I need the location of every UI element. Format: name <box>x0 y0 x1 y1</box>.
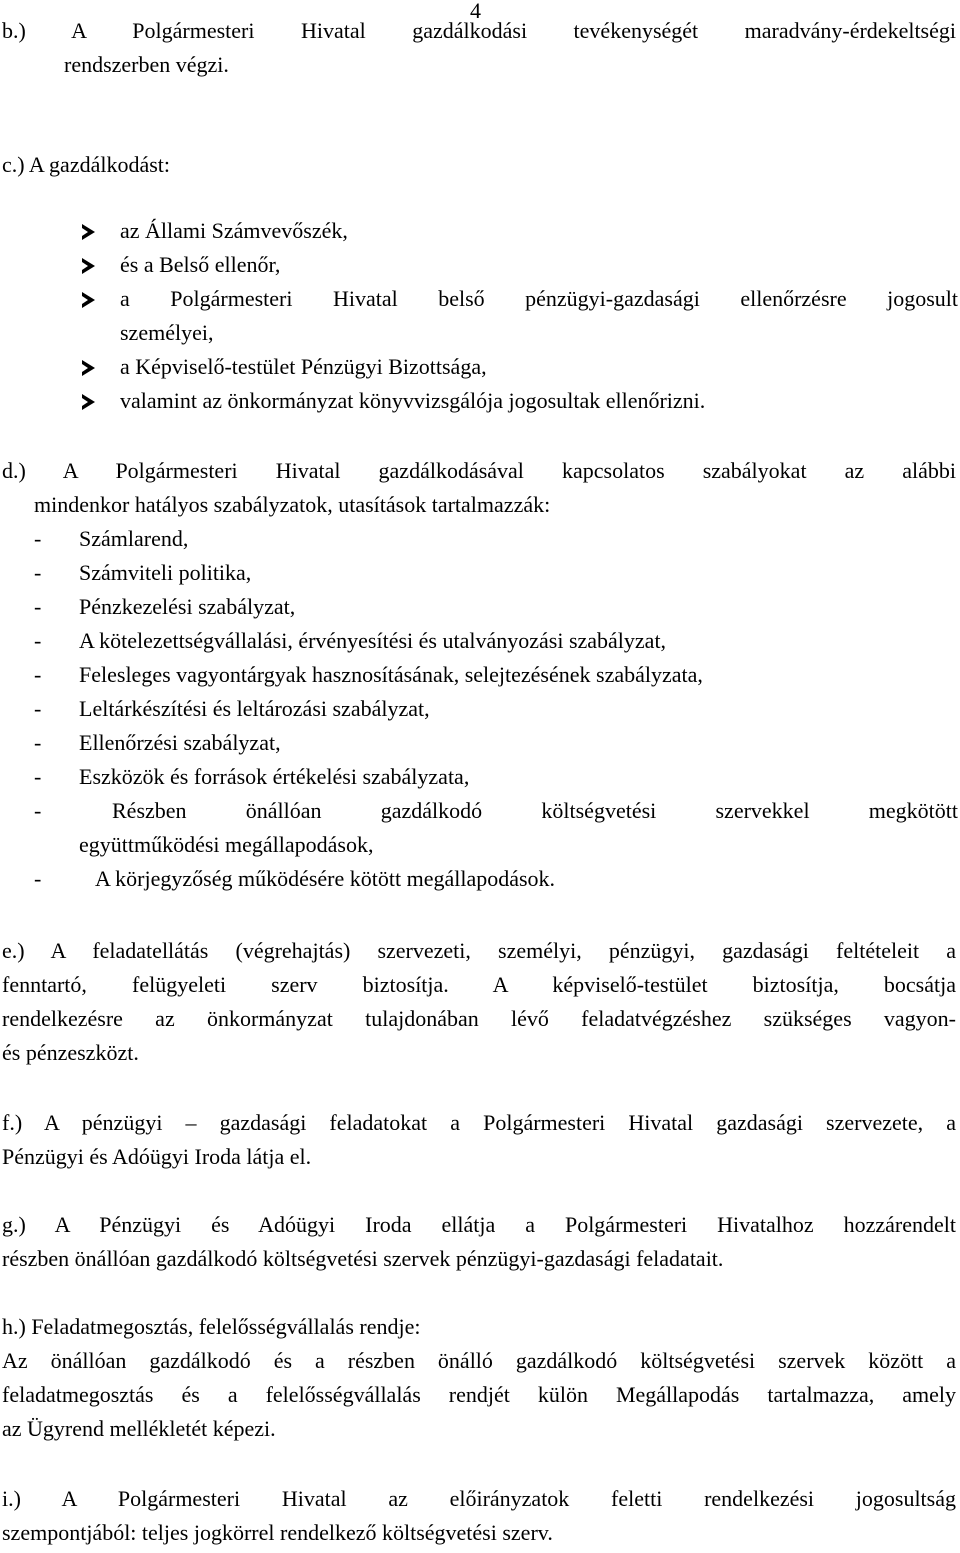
paragraph-f-line1: f.) A pénzügyi – gazdasági feladatokat a Polgármesteri Hivatal gazdasági szervezete, a <box>2 1110 956 1135</box>
dash-text: A körjegyzőség működésére kötött megállapodások. <box>95 866 556 891</box>
bullet-item <box>78 248 958 282</box>
dash-marker: - <box>34 594 42 619</box>
bullet-text-continuation: személyei, <box>120 320 214 345</box>
dash-text-continuation: együttműködési megállapodások, <box>79 832 374 857</box>
dash-text: Felesleges vagyontárgyak hasznosításának, selejtezésének szabályzata, <box>79 662 703 687</box>
dash-text: A kötelezettségvállalási, érvényesítési és utalványozási szabályzat, <box>79 628 667 653</box>
paragraph-i-line2: szempontjából: teljes jogkörrel rendelkező költségvetési szerv. <box>2 1520 553 1545</box>
bullet-text: valamint az önkormányzat könyvvizsgálója jogosultak ellenőrizni. <box>120 388 706 413</box>
bullet-item <box>78 384 958 418</box>
dash-list <box>34 522 958 896</box>
arrow-bullet-icon <box>82 258 95 274</box>
paragraph-c-intro: c.) A gazdálkodást: <box>2 152 171 177</box>
paragraph-e-line1: e.) A feladatellátás (végrehajtás) szervezeti, személyi, pénzügyi, gazdasági feltételeit a <box>2 938 956 963</box>
bullet-text: és a Belső ellenőr, <box>120 252 281 277</box>
paragraph-e-line4: és pénzeszközt. <box>2 1040 139 1065</box>
dash-text: Számlarend, <box>79 526 189 551</box>
dash-item <box>34 658 958 692</box>
paragraph-b-line1: b.) A Polgármesteri Hivatal gazdálkodási tevékenységét maradvány-érdekeltségi <box>2 18 956 43</box>
page-number: 4 <box>470 0 481 23</box>
bullet-item <box>78 350 958 384</box>
dash-marker: - <box>34 764 42 789</box>
dash-item <box>34 726 958 760</box>
paragraph-b-line2: rendszerben végzi. <box>64 52 229 77</box>
arrow-bullet-icon <box>82 360 95 376</box>
bullet-item <box>78 282 958 350</box>
dash-marker: - <box>34 628 42 653</box>
arrow-bullet-icon <box>82 292 95 308</box>
dash-text: Eszközök és források értékelési szabályzata, <box>79 764 470 789</box>
paragraph-h-line3: feladatmegosztás és a felelősségvállalás rendjét külön Megállapodás tartalmazza, amely <box>2 1382 956 1407</box>
bullet-item <box>78 214 958 248</box>
paragraph-h-line2: Az önállóan gazdálkodó és a részben önálló gazdálkodó költségvetési szervek között a <box>2 1348 956 1373</box>
dash-text: Leltárkészítési és leltározási szabályzat, <box>79 696 430 721</box>
dash-text: Ellenőrzési szabályzat, <box>79 730 281 755</box>
paragraph-i-line1: i.) A Polgármesteri Hivatal az előirányzatok feletti rendelkezési jogosultság <box>2 1486 956 1511</box>
paragraph-f-line2: Pénzügyi és Adóügyi Iroda látja el. <box>2 1144 312 1169</box>
bullet-text: a Polgármesteri Hivatal belső pénzügyi-gazdasági ellenőrzésre jogosult <box>120 286 958 311</box>
dash-item <box>34 590 958 624</box>
dash-item <box>34 862 958 896</box>
paragraph-g-line2: részben önállóan gazdálkodó költségvetési szervek pénzügyi-gazdasági feladatait. <box>2 1246 724 1271</box>
bullet-text: az Állami Számvevőszék, <box>120 218 348 243</box>
dash-marker: - <box>34 798 42 823</box>
dash-marker: - <box>34 526 42 551</box>
dash-text: Számviteli politika, <box>79 560 252 585</box>
dash-item <box>34 556 958 590</box>
paragraph-h-heading: h.) Feladatmegosztás, felelősségvállalás rendje: <box>2 1314 421 1339</box>
paragraph-e-line3: rendelkezésre az önkormányzat tulajdonában lévő feladatvégzéshez szükséges vagyon- <box>2 1006 956 1031</box>
dash-marker: - <box>34 662 42 687</box>
dash-marker: - <box>34 730 42 755</box>
dash-item <box>34 522 958 556</box>
paragraph-h-line4: az Ügyrend mellékletét képezi. <box>2 1416 276 1441</box>
paragraph-g-line1: g.) A Pénzügyi és Adóügyi Iroda ellátja a Polgármesteri Hivatalhoz hozzárendelt <box>2 1212 956 1237</box>
dash-item <box>34 760 958 794</box>
dash-item <box>34 794 958 862</box>
dash-text: Pénzkezelési szabályzat, <box>79 594 296 619</box>
paragraph-d-line1: d.) A Polgármesteri Hivatal gazdálkodásával kapcsolatos szabályokat az alábbi <box>2 458 956 483</box>
arrow-bullet-icon <box>82 394 95 410</box>
arrow-bullet-icon <box>82 224 95 240</box>
dash-marker: - <box>34 866 42 891</box>
dash-marker: - <box>34 560 42 585</box>
bullet-list <box>78 214 958 418</box>
bullet-text: a Képviselő-testület Pénzügyi Bizottsága, <box>120 354 487 379</box>
dash-item <box>34 624 958 658</box>
dash-marker: - <box>34 696 42 721</box>
dash-item <box>34 692 958 726</box>
paragraph-d-line2: mindenkor hatályos szabályzatok, utasítások tartalmazzák: <box>34 492 551 517</box>
dash-text: Részben önállóan gazdálkodó költségvetési szervekkel megkötött <box>112 798 958 823</box>
paragraph-e-line2: fenntartó, felügyeleti szerv biztosítja. A képviselő-testület biztosítja, bocsátja <box>2 972 956 997</box>
